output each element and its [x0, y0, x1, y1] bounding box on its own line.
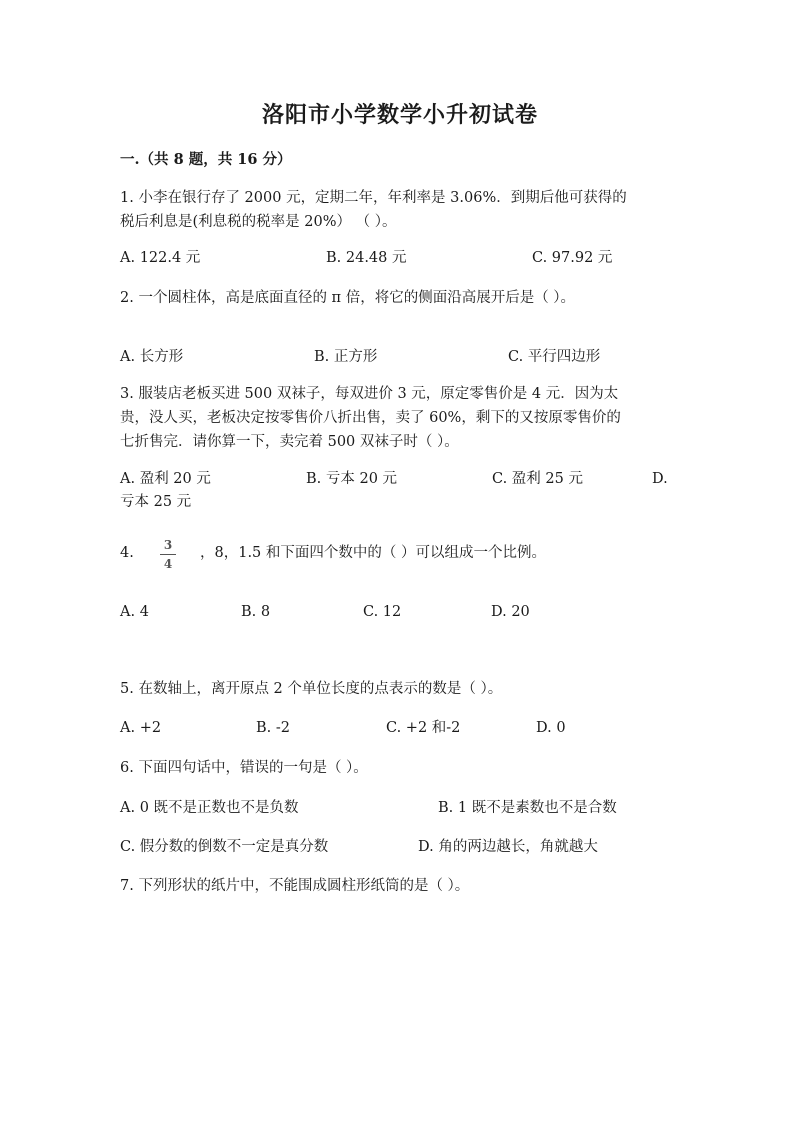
question-3-line-2: 贵，没人买，老板决定按零售价八折出售，卖了 60%，剩下的又按原零售价的: [120, 410, 621, 426]
question-5-option-d: D. 0: [536, 720, 566, 736]
page-title: 洛阳市小学数学小升初试卷: [261, 102, 538, 128]
question-6-option-a: A. 0 既不是正数也不是负数: [120, 800, 299, 816]
question-6-option-b: B. 1 既不是素数也不是合数: [438, 800, 617, 816]
question-3-option-a: A. 盈利 20 元: [120, 471, 211, 487]
question-1-option-c: C. 97.92 元: [532, 250, 613, 266]
fraction-three-quarters: [158, 538, 178, 571]
question-5-option-a: A. +2: [120, 720, 162, 736]
fraction-denominator: 4: [163, 557, 173, 571]
question-3-option-b: B. 亏本 20 元: [306, 471, 398, 487]
question-3-line-1: 3. 服装店老板买进 500 双袜子，每双进价 3 元，原定零售价是 4 元．因为太: [120, 386, 619, 402]
question-4-option-d: D. 20: [491, 604, 530, 620]
question-5-option-c: C. +2 和-2: [386, 720, 461, 736]
question-6-option-c: C. 假分数的倒数不一定是真分数: [120, 839, 329, 855]
question-4-text: ，8，1.5 和下面四个数中的（ ）可以组成一个比例。: [200, 545, 547, 561]
question-3-option-d-continued: 亏本 25 元: [120, 494, 192, 510]
question-6-line-1: 6. 下面四句话中，错误的一句是（ ）。: [120, 760, 368, 776]
question-6-option-d: D. 角的两边越长，角就越大: [418, 839, 598, 855]
question-3-option-d: D.: [652, 471, 668, 487]
question-7-line-1: 7. 下列形状的纸片中，不能围成圆柱形纸筒的是（ ）。: [120, 878, 470, 894]
fraction-numerator: 3: [163, 538, 173, 552]
question-2-line-1: 2. 一个圆柱体，高是底面直径的 π 倍，将它的侧面沿高展开后是（ ）。: [120, 290, 576, 306]
question-3-line-3: 七折售完．请你算一下，卖完着 500 双袜子时（ ）。: [120, 434, 459, 450]
question-4-option-a: A. 4: [120, 604, 149, 620]
question-2-option-c: C. 平行四边形: [508, 349, 601, 365]
question-1-option-b: B. 24.48 元: [326, 250, 407, 266]
question-4-option-c: C. 12: [363, 604, 402, 620]
question-2-option-b: B. 正方形: [314, 349, 378, 365]
question-1-line-1: 1. 小李在银行存了 2000 元，定期二年，年利率是 3.06%．到期后他可获得的: [120, 190, 627, 206]
question-3-option-c: C. 盈利 25 元: [492, 471, 583, 487]
fraction-bar: [160, 554, 176, 555]
question-4-option-b: B. 8: [241, 604, 271, 620]
question-5-line-1: 5. 在数轴上，离开原点 2 个单位长度的点表示的数是（ ）。: [120, 681, 503, 697]
section-heading: 一.（共 8 题，共 16 分）: [120, 151, 292, 168]
question-4-number: 4.: [120, 545, 134, 561]
question-1-option-a: A. 122.4 元: [120, 250, 201, 266]
question-2-option-a: A. 长方形: [120, 349, 184, 365]
question-1-line-2: 税后利息是(利息税的税率是 20%） （ ）。: [120, 214, 397, 230]
question-5-option-b: B. -2: [256, 720, 290, 736]
